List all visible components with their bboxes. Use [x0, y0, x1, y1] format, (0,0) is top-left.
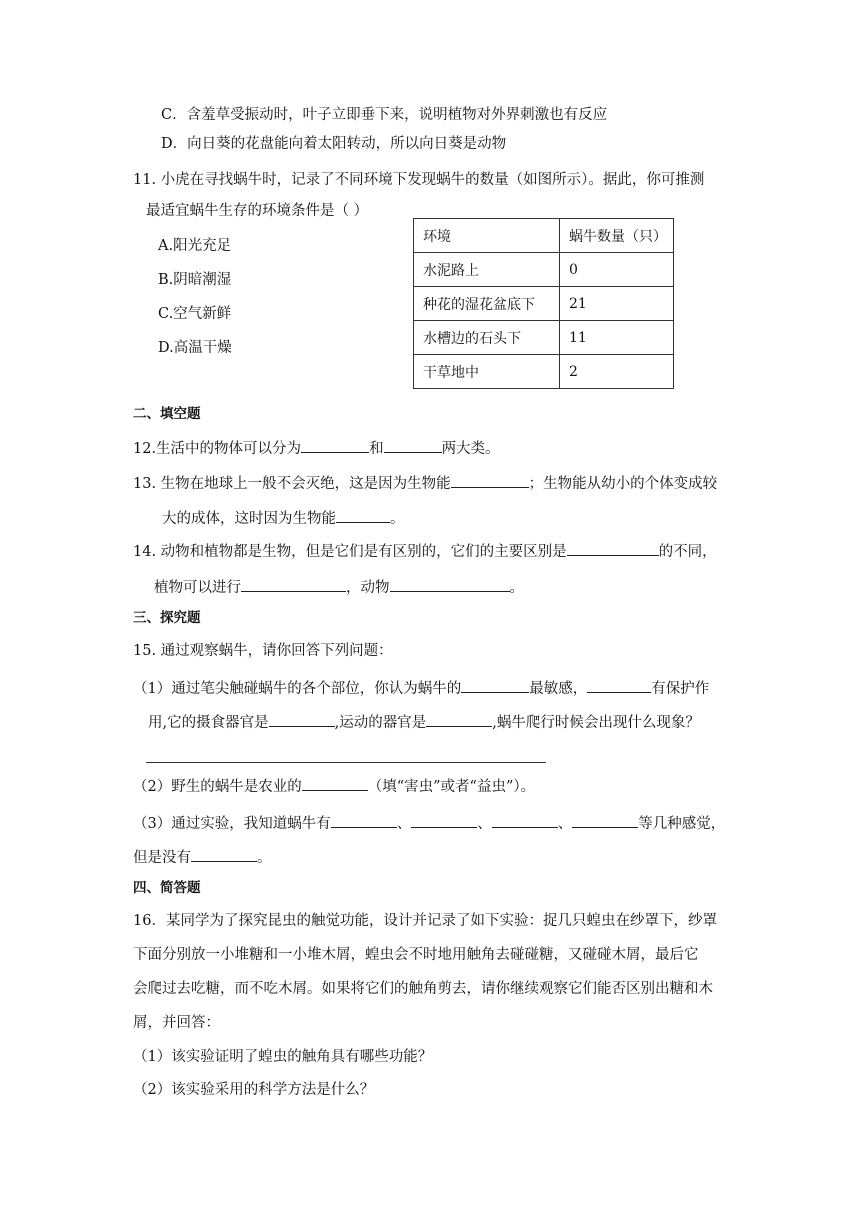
q16-line1: 16．某同学为了探究昆虫的触觉功能，设计并记录了如下实验：捉几只蝗虫在纱罩下，纱罩	[133, 913, 717, 929]
table-header-cell: 环境	[414, 219, 560, 253]
answer-blank[interactable]	[492, 812, 558, 828]
q16-line4: 屑，并回答：	[133, 1015, 220, 1031]
table-header-row	[414, 219, 674, 253]
q15-text: 。	[257, 850, 272, 866]
table-cell: 21	[560, 287, 674, 321]
q15-text: ,运动的器官是	[334, 715, 427, 731]
q13-line1	[133, 472, 717, 494]
table-header-cell: 蜗牛数量（只）	[560, 219, 674, 253]
q14-text: 。	[509, 580, 524, 596]
q15-text: 但是没有	[133, 850, 191, 866]
q14-line1	[133, 540, 717, 562]
q11-option-d: D.高温干燥	[158, 340, 232, 356]
q14-text: 的不同，	[658, 544, 717, 560]
q11-stem-line1: 11. 小虎在寻找蜗牛时，记录了不同环境下发现蜗牛的数量（如图所示）。据此，你可推测	[133, 172, 705, 188]
q15-text: （1）通过笔尖触碰蜗牛的各个部位，你认为蜗牛的	[133, 681, 462, 697]
answer-blank[interactable]	[191, 846, 257, 862]
table-cell: 0	[560, 253, 674, 287]
table-cell: 11	[560, 321, 674, 355]
table-cell: 水泥路上	[414, 253, 560, 287]
answer-blank[interactable]	[461, 677, 529, 693]
answer-blank[interactable]	[451, 472, 529, 488]
q15-text: （填“害虫”或者“益虫”）。	[367, 779, 536, 795]
answer-blank[interactable]	[302, 775, 368, 791]
q14-line2	[154, 576, 524, 598]
section-heading-inquiry: 三、探究题	[133, 610, 201, 626]
q15-part2	[133, 775, 535, 797]
q16-part1: （1）该实验证明了蝗虫的触角具有哪些功能？	[133, 1049, 433, 1065]
table-cell: 种花的湿花盆底下	[414, 287, 560, 321]
section-heading-fill-blank: 二、填空题	[133, 406, 201, 422]
q15-text: 、	[557, 816, 573, 832]
q14-text: 14. 动物和植物都是生物，但是它们是有区别的，它们的主要区别是	[133, 544, 567, 560]
q15-text: （2）野生的蜗牛是农业的	[133, 779, 302, 795]
q10-option-c: C．含羞草受振动时，叶子立即垂下来，说明植物对外界刺激也有反应	[161, 107, 608, 123]
q13-text: 。	[390, 511, 405, 527]
q15-text: 用,它的摄食器官是	[148, 715, 269, 731]
q15-text: （3）通过实验，我知道蜗牛有	[133, 816, 331, 832]
q15-text: 、	[396, 816, 412, 832]
table-cell: 干草地中	[414, 355, 560, 389]
answer-blank[interactable]	[587, 677, 651, 693]
q15-text: 等几种感觉，	[638, 816, 726, 832]
q11-option-c: C.空气新鲜	[158, 306, 232, 322]
table-row	[414, 355, 674, 389]
q15-text: 、	[477, 816, 492, 832]
q15-part1-line2	[148, 711, 700, 733]
q12-text: 两大类。	[441, 441, 500, 457]
q14-text: 植物可以进行	[154, 580, 241, 596]
table-cell: 水槽边的石头下	[414, 321, 560, 355]
q11-option-a: A.阳光充足	[158, 238, 232, 254]
q14-text: ，动物	[346, 580, 390, 596]
q12	[133, 437, 500, 459]
answer-blank[interactable]	[572, 812, 638, 828]
q16-part2: （2）该实验采用的科学方法是什么？	[133, 1082, 375, 1098]
q13-line2	[162, 507, 405, 529]
q15-intro: 15. 通过观察蜗牛，请你回答下列问题：	[133, 643, 393, 659]
table-row	[414, 287, 674, 321]
answer-blank[interactable]	[331, 812, 397, 828]
q12-text: 12.生活中的物体可以分为	[133, 441, 302, 457]
q15-text: 有保护作	[651, 681, 710, 697]
q16-line2: 下面分别放一小堆糖和一小堆木屑，蝗虫会不时地用触角去碰碰糖，又碰碰木屑，最后它	[133, 947, 699, 963]
q13-text: 大的成体，这时因为生物能	[162, 511, 336, 527]
answer-blank[interactable]	[336, 507, 390, 523]
q13-text: ；生物能从幼小的个体变成较	[528, 476, 718, 492]
answer-blank[interactable]	[390, 576, 510, 592]
table-row	[414, 253, 674, 287]
answer-blank[interactable]	[269, 711, 335, 727]
table-row	[414, 321, 674, 355]
q11-stem-line2: 最适宜蜗牛生存的环境条件是（ ）	[146, 203, 369, 219]
q15-text: 最敏感，	[529, 681, 588, 697]
q13-text: 13. 生物在地球上一般不会灭绝，这是因为生物能	[133, 476, 451, 492]
table-cell: 2	[560, 355, 674, 389]
q15-part1-line1	[133, 677, 709, 699]
section-heading-short-answer: 四、简答题	[133, 880, 201, 896]
q15-text: ,蜗牛爬行时候会出现什么现象？	[492, 715, 700, 731]
q11-option-b: B.阴暗潮湿	[158, 272, 232, 288]
answer-blank[interactable]	[411, 812, 477, 828]
q10-option-d: D．向日葵的花盘能向着太阳转动，所以向日葵是动物	[161, 136, 507, 152]
q15-part3-line2	[133, 846, 272, 868]
answer-blank[interactable]	[241, 576, 346, 592]
snail-count-table	[413, 218, 674, 389]
q15-part3-line1	[133, 812, 725, 834]
answer-blank[interactable]	[567, 540, 659, 556]
answer-blank[interactable]	[384, 437, 442, 453]
answer-line[interactable]	[146, 762, 546, 763]
q16-line3: 会爬过去吃糖，而不吃木屑。如果将它们的触角剪去，请你继续观察它们能否区别出糖和木	[133, 981, 713, 997]
answer-blank[interactable]	[301, 437, 369, 453]
answer-blank[interactable]	[426, 711, 492, 727]
q12-text: 和	[369, 441, 384, 457]
